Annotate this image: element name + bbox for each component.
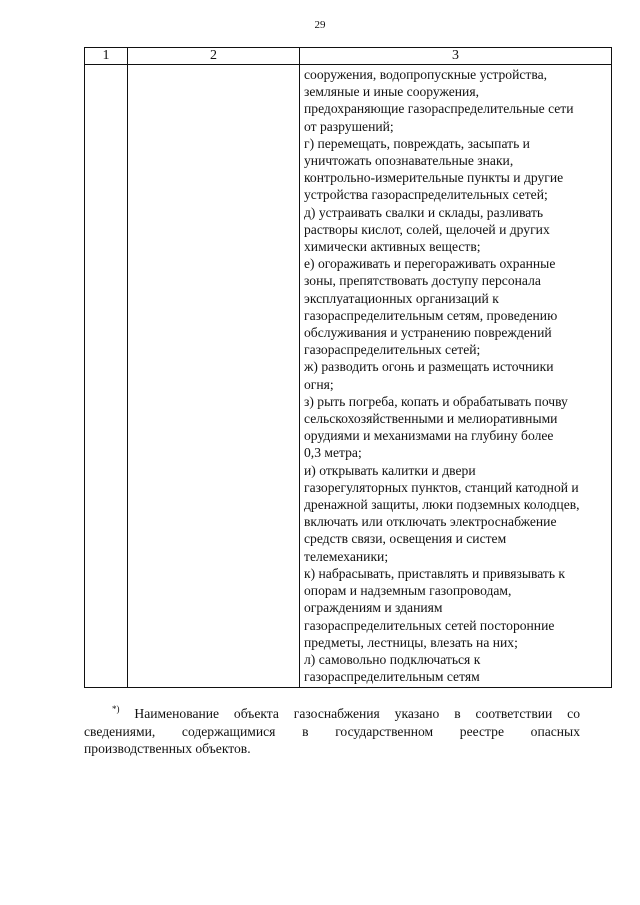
text-line: ж) разводить огонь и размещать источники [304,359,554,375]
text-line: з) рыть погреба, копать и обрабатывать почву [304,393,568,409]
text-line: сооружения, водопропускные устройства, [304,67,548,82]
text-line: предохраняющие газораспределительные сети [304,101,574,117]
text-line: огня; [304,376,334,392]
footnote-line-3: производственных объектов. [84,741,251,756]
text-line: ограждениям и зданиям [304,600,443,616]
text-line: 0,3 метра; [304,445,362,461]
table-cell-col2 [128,65,300,688]
footnote-marker: *) [112,704,120,714]
page-number: 29 [314,19,326,31]
text-line: земляные и иные сооружения, [304,84,479,100]
text-line: контрольно-измерительные пункты и другие [304,170,564,186]
column-header-3: 3 [300,48,612,65]
text-line: е) огораживать и перегораживать охранные [304,256,556,272]
text-line: д) устраивать свалки и склады, разливать [304,204,544,220]
text-line: к) набрасывать, приставлять и привязывать к [304,565,566,581]
text-line: растворы кислот, солей, щелочей и других [304,221,550,237]
text-line: эксплуатационных организаций к [304,290,499,306]
text-line: орудиями и механизмами на глубину более [304,428,554,444]
table-cell-col1 [85,65,128,688]
text-line: и) открывать калитки и двери [304,462,476,478]
column-header-1: 1 [85,48,128,65]
footnote-line-2: сведениями, содержащимися в государственном реестре опасных [84,723,580,739]
text-line: включать или отключать электроснабжение [304,514,557,530]
text-line: телемеханики; [304,548,389,564]
text-line: от разрушений; [304,118,394,134]
table-cell-col3 [300,65,612,688]
text-line: газораспределительных сетей; [304,342,481,358]
text-line: обслуживания и устранению повреждений [304,325,552,341]
text-line: зоны, препятствовать доступу персонала [304,273,541,289]
column-header-2: 2 [128,48,300,65]
table-row [85,65,612,688]
text-line: сельскохозяйственными и мелиоративными [304,411,558,427]
text-line: газораспределительных сетей посторонние [304,617,555,633]
text-line: дренажной защиты, люки подземных колодцев, [304,497,580,513]
text-line: устройства газораспределительных сетей; [304,187,548,203]
text-line: предметы, лестницы, влезать на них; [304,634,518,650]
text-line: уничтожать опознавательные знаки, [304,153,514,169]
requirements-table [84,47,612,688]
text-line: газорегуляторных пунктов, станций катодной и [304,479,579,495]
text-line: химически активных веществ; [304,239,481,255]
table-header-row [85,48,612,65]
footnote-text-1: Наименование объекта газоснабжения указано в соответствии со [134,706,580,721]
text-line: газораспределительным сетям, проведению [304,307,558,323]
text-line: газораспределительным сетям [304,669,480,685]
text-line: л) самовольно подключаться к [304,651,481,667]
footnote [84,705,580,758]
text-line: опорам и надземным газопроводам, [304,583,512,599]
footnote-line-1 [84,705,580,723]
text-line: г) перемещать, повреждать, засыпать и [304,135,530,151]
text-line: средств связи, освещения и систем [304,531,507,547]
